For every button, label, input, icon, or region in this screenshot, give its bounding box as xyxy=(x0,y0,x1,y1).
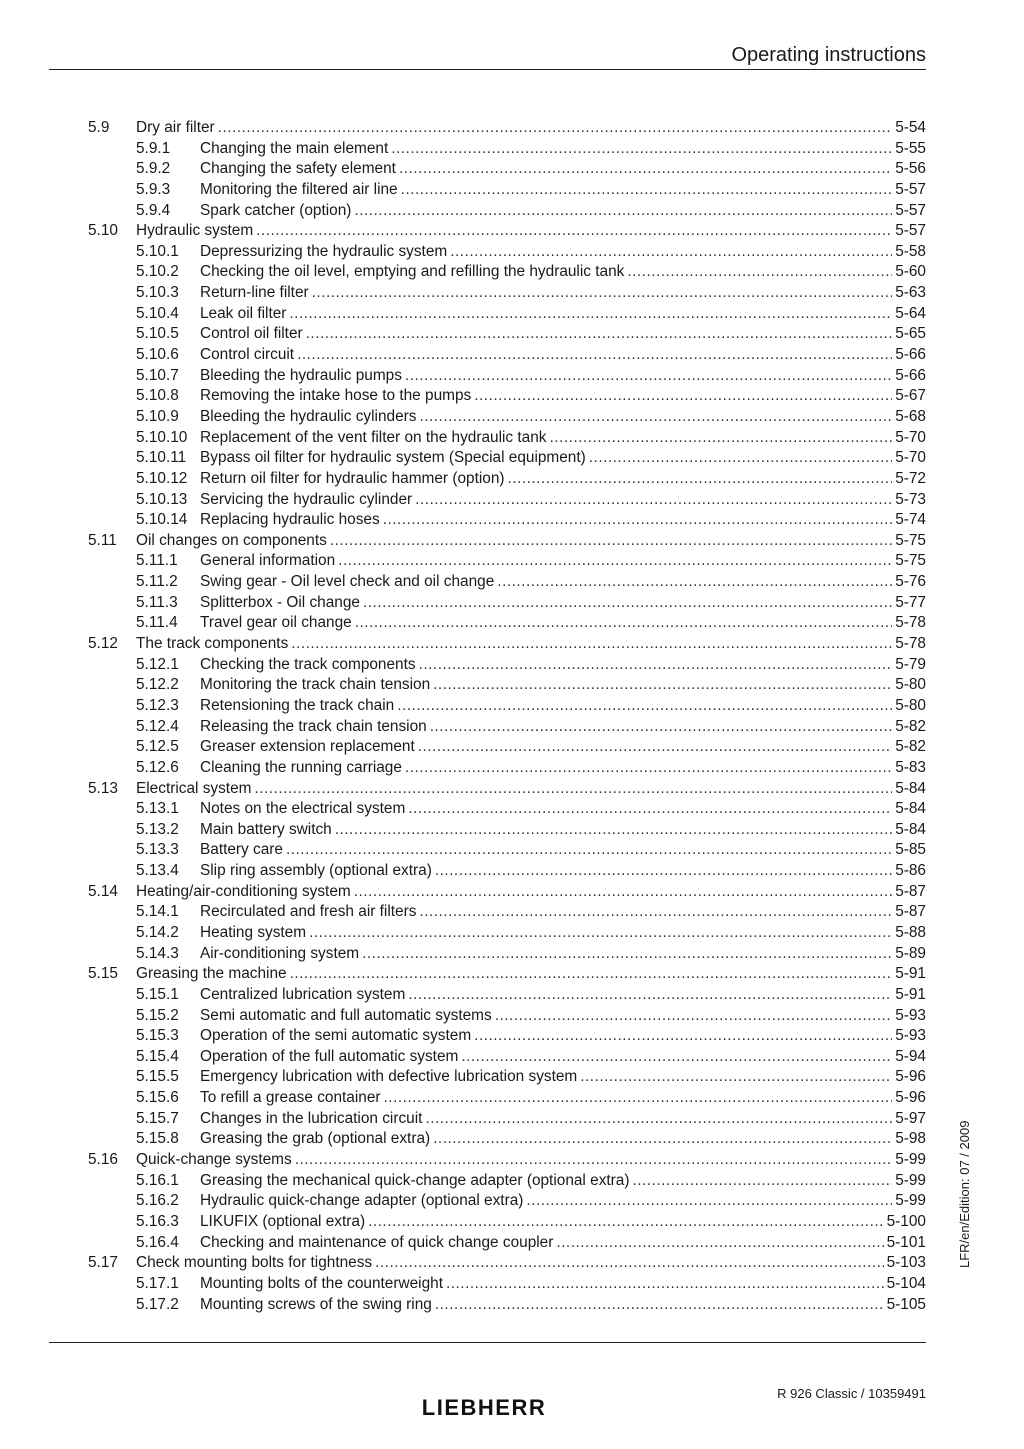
footer-rule xyxy=(49,1342,926,1343)
toc-entry-number: 5.10.10 xyxy=(136,428,188,446)
toc-entry-page: 5-91 xyxy=(895,985,926,1003)
toc-entry-page: 5-70 xyxy=(895,428,926,446)
toc-entry-number: 5.16.1 xyxy=(136,1171,179,1189)
toc-leader-dots xyxy=(289,304,892,325)
toc-entry-number: 5.10.12 xyxy=(136,469,188,487)
toc-entry-number: 5.15.6 xyxy=(136,1089,179,1107)
toc-entry[interactable] xyxy=(88,262,926,283)
toc-entry[interactable] xyxy=(88,1088,926,1109)
toc-entry[interactable] xyxy=(88,1212,926,1233)
toc-entry-page: 5-55 xyxy=(895,139,926,157)
toc-entry-page: 5-99 xyxy=(895,1171,926,1189)
toc-entry-title: Replacement of the vent filter on the hydraulic tank xyxy=(200,428,547,446)
toc-entry-page: 5-98 xyxy=(895,1130,926,1148)
toc-leader-dots xyxy=(399,159,892,180)
toc-entry-number: 5.15.8 xyxy=(136,1130,179,1148)
toc-leader-dots xyxy=(405,758,892,779)
toc-entry-page: 5-65 xyxy=(895,325,926,343)
toc-entry-title: Replacing hydraulic hoses xyxy=(200,511,380,529)
table-of-contents xyxy=(88,118,926,1315)
toc-entry-number: 5.16 xyxy=(88,1151,118,1169)
toc-entry-number: 5.10.8 xyxy=(136,387,179,405)
toc-entry-page: 5-85 xyxy=(895,841,926,859)
toc-entry[interactable] xyxy=(88,1274,926,1295)
toc-entry[interactable] xyxy=(88,1006,926,1027)
toc-entry[interactable] xyxy=(88,717,926,738)
toc-entry-title: Return oil filter for hydraulic hammer (option) xyxy=(200,469,505,487)
toc-entry-title: Hydraulic quick-change adapter (optional extra) xyxy=(200,1192,524,1210)
toc-entry-number: 5.14 xyxy=(88,882,118,900)
toc-leader-dots xyxy=(218,118,893,139)
toc-entry-number: 5.10.6 xyxy=(136,346,179,364)
toc-entry-title: Battery care xyxy=(200,841,283,859)
toc-entry-title: Semi automatic and full automatic systems xyxy=(200,1006,492,1024)
toc-entry[interactable] xyxy=(88,324,926,345)
toc-entry-title: Retensioning the track chain xyxy=(200,696,395,714)
toc-leader-dots xyxy=(391,139,892,160)
toc-entry-page: 5-66 xyxy=(895,366,926,384)
toc-entry[interactable] xyxy=(88,490,926,511)
footer-model-id: R 926 Classic / 10359491 xyxy=(777,1386,926,1401)
toc-leader-dots xyxy=(589,448,892,469)
toc-entry[interactable] xyxy=(88,304,926,325)
toc-entry-number: 5.15.5 xyxy=(136,1068,179,1086)
toc-entry[interactable] xyxy=(88,1171,926,1192)
toc-entry-number: 5.13 xyxy=(88,779,118,797)
toc-leader-dots xyxy=(419,407,892,428)
toc-entry[interactable] xyxy=(88,201,926,222)
toc-entry[interactable] xyxy=(88,737,926,758)
toc-leader-dots xyxy=(446,1274,884,1295)
toc-leader-dots xyxy=(408,985,892,1006)
toc-entry-number: 5.10.14 xyxy=(136,511,188,529)
toc-leader-dots xyxy=(291,634,892,655)
toc-entry-title: Checking the oil level, emptying and refilling the hydraulic tank xyxy=(200,263,625,281)
toc-entry[interactable] xyxy=(88,1067,926,1088)
toc-entry-title: General information xyxy=(200,552,336,570)
toc-entry-number: 5.16.4 xyxy=(136,1233,179,1251)
toc-entry[interactable] xyxy=(88,118,926,139)
toc-leader-dots xyxy=(419,655,893,676)
toc-entry-title: Dry air filter xyxy=(136,119,215,136)
toc-entry[interactable] xyxy=(88,779,926,800)
toc-leader-dots xyxy=(415,490,892,511)
toc-entry-title: Notes on the electrical system xyxy=(200,800,406,818)
toc-entry-number: 5.10.3 xyxy=(136,284,179,302)
toc-entry-page: 5-101 xyxy=(886,1233,926,1251)
toc-leader-dots xyxy=(355,613,892,634)
edition-label: LFR/en/Edition: 07 / 2009 xyxy=(957,1120,972,1268)
toc-entry[interactable] xyxy=(88,428,926,449)
toc-leader-dots xyxy=(435,861,892,882)
toc-entry-number: 5.10.1 xyxy=(136,242,179,260)
toc-entry-number: 5.10.9 xyxy=(136,407,179,425)
toc-entry-page: 5-103 xyxy=(886,1254,926,1272)
toc-entry-number: 5.17 xyxy=(88,1254,118,1272)
toc-entry-page: 5-58 xyxy=(895,242,926,260)
toc-entry-title: Main battery switch xyxy=(200,820,332,838)
toc-entry-page: 5-84 xyxy=(895,779,926,797)
toc-entry-page: 5-57 xyxy=(895,180,926,198)
toc-entry-page: 5-82 xyxy=(895,738,926,756)
toc-leader-dots xyxy=(306,324,893,345)
toc-entry-page: 5-80 xyxy=(895,696,926,714)
toc-entry-page: 5-87 xyxy=(895,903,926,921)
toc-entry-title: Spark catcher (option) xyxy=(200,201,352,219)
toc-entry-number: 5.10 xyxy=(88,222,118,240)
toc-entry-title: Mounting bolts of the counterweight xyxy=(200,1274,443,1292)
toc-leader-dots xyxy=(368,1212,884,1233)
toc-leader-dots xyxy=(433,675,892,696)
toc-entry[interactable] xyxy=(88,221,926,242)
toc-leader-dots xyxy=(290,964,893,985)
toc-entry-page: 5-78 xyxy=(895,614,926,632)
toc-entry-number: 5.11.2 xyxy=(136,573,178,591)
toc-entry-title: Oil changes on components xyxy=(136,531,327,549)
toc-leader-dots xyxy=(497,572,892,593)
toc-entry-page: 5-96 xyxy=(895,1068,926,1086)
toc-entry-page: 5-67 xyxy=(895,387,926,405)
toc-entry-page: 5-93 xyxy=(895,1006,926,1024)
toc-entry[interactable] xyxy=(88,159,926,180)
toc-entry-page: 5-78 xyxy=(895,635,926,653)
toc-entry-title: Monitoring the filtered air line xyxy=(200,180,398,198)
toc-entry[interactable] xyxy=(88,840,926,861)
page-header-title: Operating instructions xyxy=(731,44,926,66)
toc-entry[interactable] xyxy=(88,964,926,985)
toc-leader-dots xyxy=(461,1047,892,1068)
toc-entry-page: 5-87 xyxy=(895,882,926,900)
toc-leader-dots xyxy=(354,201,892,222)
toc-entry[interactable] xyxy=(88,448,926,469)
toc-entry-page: 5-88 xyxy=(895,923,926,941)
toc-entry[interactable] xyxy=(88,1253,926,1274)
toc-entry-number: 5.9.1 xyxy=(136,139,171,157)
toc-entry-number: 5.12.6 xyxy=(136,758,179,776)
toc-entry[interactable] xyxy=(88,613,926,634)
toc-entry-title: Greaser extension replacement xyxy=(200,738,415,756)
toc-leader-dots xyxy=(338,551,892,572)
toc-entry-title: Monitoring the track chain tension xyxy=(200,676,431,694)
toc-entry-page: 5-86 xyxy=(895,862,926,880)
toc-entry-number: 5.14.1 xyxy=(136,903,179,921)
toc-entry-number: 5.13.3 xyxy=(136,841,179,859)
toc-entry[interactable] xyxy=(88,139,926,160)
toc-entry-number: 5.9.2 xyxy=(136,160,171,178)
toc-leader-dots xyxy=(362,944,892,965)
toc-entry-number: 5.10.11 xyxy=(136,449,187,467)
toc-leader-dots xyxy=(335,820,892,841)
toc-entry-number: 5.9.3 xyxy=(136,180,171,198)
toc-entry[interactable] xyxy=(88,1150,926,1171)
toc-entry-title: Greasing the mechanical quick-change adapter (optional extra) xyxy=(200,1171,630,1189)
toc-entry[interactable] xyxy=(88,655,926,676)
toc-entry[interactable] xyxy=(88,675,926,696)
toc-entry-title: LIKUFIX (optional extra) xyxy=(200,1212,366,1230)
toc-entry-page: 5-91 xyxy=(895,965,926,983)
toc-entry-page: 5-64 xyxy=(895,304,926,322)
toc-entry-page: 5-70 xyxy=(895,449,926,467)
toc-entry-title: Quick-change systems xyxy=(136,1151,292,1169)
toc-entry[interactable] xyxy=(88,1233,926,1254)
toc-entry-page: 5-76 xyxy=(895,573,926,591)
toc-leader-dots xyxy=(495,1006,893,1027)
toc-leader-dots xyxy=(474,1026,892,1047)
toc-leader-dots xyxy=(508,469,893,490)
toc-leader-dots xyxy=(556,1233,883,1254)
toc-entry[interactable] xyxy=(88,242,926,263)
toc-entry-page: 5-68 xyxy=(895,407,926,425)
toc-entry-number: 5.9.4 xyxy=(136,201,171,219)
toc-entry-title: Bleeding the hydraulic pumps xyxy=(200,366,402,384)
toc-leader-dots xyxy=(383,510,893,531)
toc-entry-title: Greasing the machine xyxy=(136,965,287,983)
toc-entry[interactable] xyxy=(88,510,926,531)
toc-entry-number: 5.15.4 xyxy=(136,1047,179,1065)
toc-entry[interactable] xyxy=(88,923,926,944)
toc-entry[interactable] xyxy=(88,820,926,841)
toc-leader-dots xyxy=(526,1191,892,1212)
toc-leader-dots xyxy=(384,1088,893,1109)
toc-leader-dots xyxy=(297,345,892,366)
toc-entry-page: 5-99 xyxy=(895,1192,926,1210)
toc-leader-dots xyxy=(354,882,892,903)
toc-leader-dots xyxy=(419,902,892,923)
toc-leader-dots xyxy=(256,221,892,242)
toc-entry-page: 5-57 xyxy=(895,201,926,219)
toc-entry-page: 5-94 xyxy=(895,1047,926,1065)
toc-entry-title: To refill a grease container xyxy=(200,1089,381,1107)
toc-entry-page: 5-77 xyxy=(895,593,926,611)
toc-entry[interactable] xyxy=(88,283,926,304)
toc-entry[interactable] xyxy=(88,407,926,428)
toc-entry-page: 5-84 xyxy=(895,820,926,838)
toc-entry-number: 5.10.13 xyxy=(136,490,188,508)
toc-entry-title: Recirculated and fresh air filters xyxy=(200,903,417,921)
liebherr-logo xyxy=(403,1396,565,1418)
toc-entry-number: 5.11.3 xyxy=(136,593,178,611)
toc-entry-title: Travel gear oil change xyxy=(200,614,352,632)
toc-leader-dots xyxy=(474,386,892,407)
toc-entry-title: Leak oil filter xyxy=(200,304,287,322)
toc-entry-title: Splitterbox - Oil change xyxy=(200,593,360,611)
toc-entry-page: 5-74 xyxy=(895,511,926,529)
toc-entry-number: 5.12.1 xyxy=(136,655,179,673)
toc-entry-number: 5.12.5 xyxy=(136,738,179,756)
toc-entry-title: Bleeding the hydraulic cylinders xyxy=(200,407,417,425)
toc-entry[interactable] xyxy=(88,572,926,593)
toc-leader-dots xyxy=(627,262,892,283)
toc-entry-page: 5-66 xyxy=(895,346,926,364)
toc-entry-title: Check mounting bolts for tightness xyxy=(136,1254,373,1272)
toc-entry-number: 5.10.7 xyxy=(136,366,179,384)
toc-leader-dots xyxy=(580,1067,892,1088)
toc-entry[interactable] xyxy=(88,1129,926,1150)
toc-entry[interactable] xyxy=(88,696,926,717)
toc-entry-page: 5-93 xyxy=(895,1027,926,1045)
toc-entry-title: Bypass oil filter for hydraulic system (Special equipment) xyxy=(200,449,586,467)
toc-entry[interactable] xyxy=(88,944,926,965)
toc-entry[interactable] xyxy=(88,1109,926,1130)
toc-entry-title: Centralized lubrication system xyxy=(200,985,406,1003)
toc-entry-number: 5.13.1 xyxy=(136,800,179,818)
toc-entry-number: 5.11.4 xyxy=(136,614,178,632)
toc-entry-number: 5.15.7 xyxy=(136,1109,179,1127)
toc-entry-page: 5-83 xyxy=(895,758,926,776)
toc-entry-page: 5-104 xyxy=(886,1274,926,1292)
toc-entry-number: 5.14.3 xyxy=(136,944,179,962)
toc-entry[interactable] xyxy=(88,1295,926,1316)
toc-entry-title: Changes in the lubrication circuit xyxy=(200,1109,423,1127)
toc-entry[interactable] xyxy=(88,1047,926,1068)
toc-entry-title: Checking the track components xyxy=(200,655,416,673)
toc-entry-number: 5.10.4 xyxy=(136,304,179,322)
toc-entry[interactable] xyxy=(88,882,926,903)
toc-leader-dots xyxy=(418,737,892,758)
toc-entry-number: 5.15.1 xyxy=(136,985,179,1003)
toc-entry-title: Cleaning the running carriage xyxy=(200,758,402,776)
toc-entry-page: 5-89 xyxy=(895,944,926,962)
toc-entry-page: 5-84 xyxy=(895,800,926,818)
toc-entry[interactable] xyxy=(88,469,926,490)
toc-entry-number: 5.9 xyxy=(88,119,110,136)
toc-entry-number: 5.12.3 xyxy=(136,696,179,714)
toc-entry-title: Control circuit xyxy=(200,346,295,364)
toc-entry-title: Slip ring assembly (optional extra) xyxy=(200,862,432,880)
toc-entry-number: 5.10.5 xyxy=(136,325,179,343)
toc-leader-dots xyxy=(401,180,893,201)
toc-leader-dots xyxy=(425,1109,892,1130)
toc-entry[interactable] xyxy=(88,985,926,1006)
toc-entry-page: 5-100 xyxy=(886,1212,926,1230)
toc-leader-dots xyxy=(450,242,892,263)
toc-entry-page: 5-56 xyxy=(895,160,926,178)
header-rule xyxy=(49,69,926,70)
toc-entry-title: Heating/air-conditioning system xyxy=(136,882,351,900)
toc-leader-dots xyxy=(408,799,892,820)
toc-entry-number: 5.16.3 xyxy=(136,1212,179,1230)
toc-entry-number: 5.13.4 xyxy=(136,862,179,880)
toc-entry-title: Heating system xyxy=(200,923,307,941)
toc-entry[interactable] xyxy=(88,180,926,201)
toc-entry-page: 5-57 xyxy=(895,222,926,240)
toc-leader-dots xyxy=(254,779,892,800)
toc-entry[interactable] xyxy=(88,386,926,407)
toc-leader-dots xyxy=(435,1295,884,1316)
toc-leader-dots xyxy=(312,283,893,304)
toc-entry-title: The track components xyxy=(136,635,289,653)
toc-entry-title: Air-conditioning system xyxy=(200,944,360,962)
toc-entry-title: Servicing the hydraulic cylinder xyxy=(200,490,413,508)
toc-leader-dots xyxy=(397,696,892,717)
toc-leader-dots xyxy=(363,593,892,614)
toc-entry-page: 5-72 xyxy=(895,469,926,487)
toc-entry-number: 5.15.2 xyxy=(136,1006,179,1024)
toc-entry-title: Swing gear - Oil level check and oil change xyxy=(200,573,495,591)
toc-entry-title: Return-line filter xyxy=(200,284,309,302)
toc-entry-page: 5-99 xyxy=(895,1151,926,1169)
toc-entry-page: 5-105 xyxy=(886,1295,926,1313)
toc-entry-page: 5-75 xyxy=(895,531,926,549)
toc-entry-number: 5.14.2 xyxy=(136,923,179,941)
toc-leader-dots xyxy=(632,1171,892,1192)
toc-entry-page: 5-60 xyxy=(895,263,926,281)
toc-entry-page: 5-75 xyxy=(895,552,926,570)
toc-entry-page: 5-54 xyxy=(895,119,926,136)
toc-entry[interactable] xyxy=(88,799,926,820)
toc-entry-number: 5.16.2 xyxy=(136,1192,179,1210)
toc-entry-title: Greasing the grab (optional extra) xyxy=(200,1130,431,1148)
toc-entry-title: Hydraulic system xyxy=(136,222,254,240)
toc-entry-page: 5-79 xyxy=(895,655,926,673)
toc-leader-dots xyxy=(295,1150,893,1171)
toc-entry[interactable] xyxy=(88,634,926,655)
toc-entry-title: Releasing the track chain tension xyxy=(200,717,427,735)
toc-entry-number: 5.12.2 xyxy=(136,676,179,694)
toc-entry-number: 5.11 xyxy=(88,531,117,549)
toc-entry[interactable] xyxy=(88,551,926,572)
toc-entry[interactable] xyxy=(88,758,926,779)
toc-entry-title: Changing the safety element xyxy=(200,160,396,178)
toc-entry-number: 5.17.2 xyxy=(136,1295,179,1313)
toc-entry[interactable] xyxy=(88,1026,926,1047)
toc-entry-title: Depressurizing the hydraulic system xyxy=(200,242,448,260)
toc-entry-title: Control oil filter xyxy=(200,325,303,343)
toc-entry[interactable] xyxy=(88,593,926,614)
toc-leader-dots xyxy=(430,717,892,738)
toc-leader-dots xyxy=(330,531,892,552)
toc-entry[interactable] xyxy=(88,861,926,882)
toc-entry-number: 5.15.3 xyxy=(136,1027,179,1045)
toc-entry-number: 5.15 xyxy=(88,965,118,983)
toc-leader-dots xyxy=(309,923,892,944)
toc-entry-number: 5.13.2 xyxy=(136,820,179,838)
toc-entry-title: Checking and maintenance of quick change coupler xyxy=(200,1233,554,1251)
logo-wordmark: LIEBHERR xyxy=(421,1396,547,1418)
toc-entry[interactable] xyxy=(88,345,926,366)
toc-entry-title: Mounting screws of the swing ring xyxy=(200,1295,432,1313)
toc-entry[interactable] xyxy=(88,1191,926,1212)
toc-entry-page: 5-97 xyxy=(895,1109,926,1127)
toc-entry-number: 5.11.1 xyxy=(136,552,178,570)
toc-entry-page: 5-82 xyxy=(895,717,926,735)
toc-leader-dots xyxy=(433,1129,892,1150)
toc-leader-dots xyxy=(286,840,892,861)
toc-entry[interactable] xyxy=(88,902,926,923)
toc-entry-number: 5.17.1 xyxy=(136,1274,179,1292)
toc-entry-title: Removing the intake hose to the pumps xyxy=(200,387,472,405)
toc-entry[interactable] xyxy=(88,531,926,552)
toc-entry-page: 5-73 xyxy=(895,490,926,508)
toc-entry-title: Changing the main element xyxy=(200,139,389,157)
toc-entry-page: 5-63 xyxy=(895,284,926,302)
toc-leader-dots xyxy=(405,366,892,387)
toc-leader-dots xyxy=(375,1253,884,1274)
toc-entry-title: Electrical system xyxy=(136,779,252,797)
toc-entry-title: Operation of the semi automatic system xyxy=(200,1027,472,1045)
toc-entry-number: 5.12 xyxy=(88,635,118,653)
toc-entry-page: 5-96 xyxy=(895,1089,926,1107)
toc-leader-dots xyxy=(550,428,893,449)
toc-entry-title: Emergency lubrication with defective lubrication system xyxy=(200,1068,578,1086)
toc-entry[interactable] xyxy=(88,366,926,387)
toc-entry-number: 5.10.2 xyxy=(136,263,179,281)
toc-entry-page: 5-80 xyxy=(895,676,926,694)
toc-entry-number: 5.12.4 xyxy=(136,717,179,735)
toc-entry-title: Operation of the full automatic system xyxy=(200,1047,459,1065)
